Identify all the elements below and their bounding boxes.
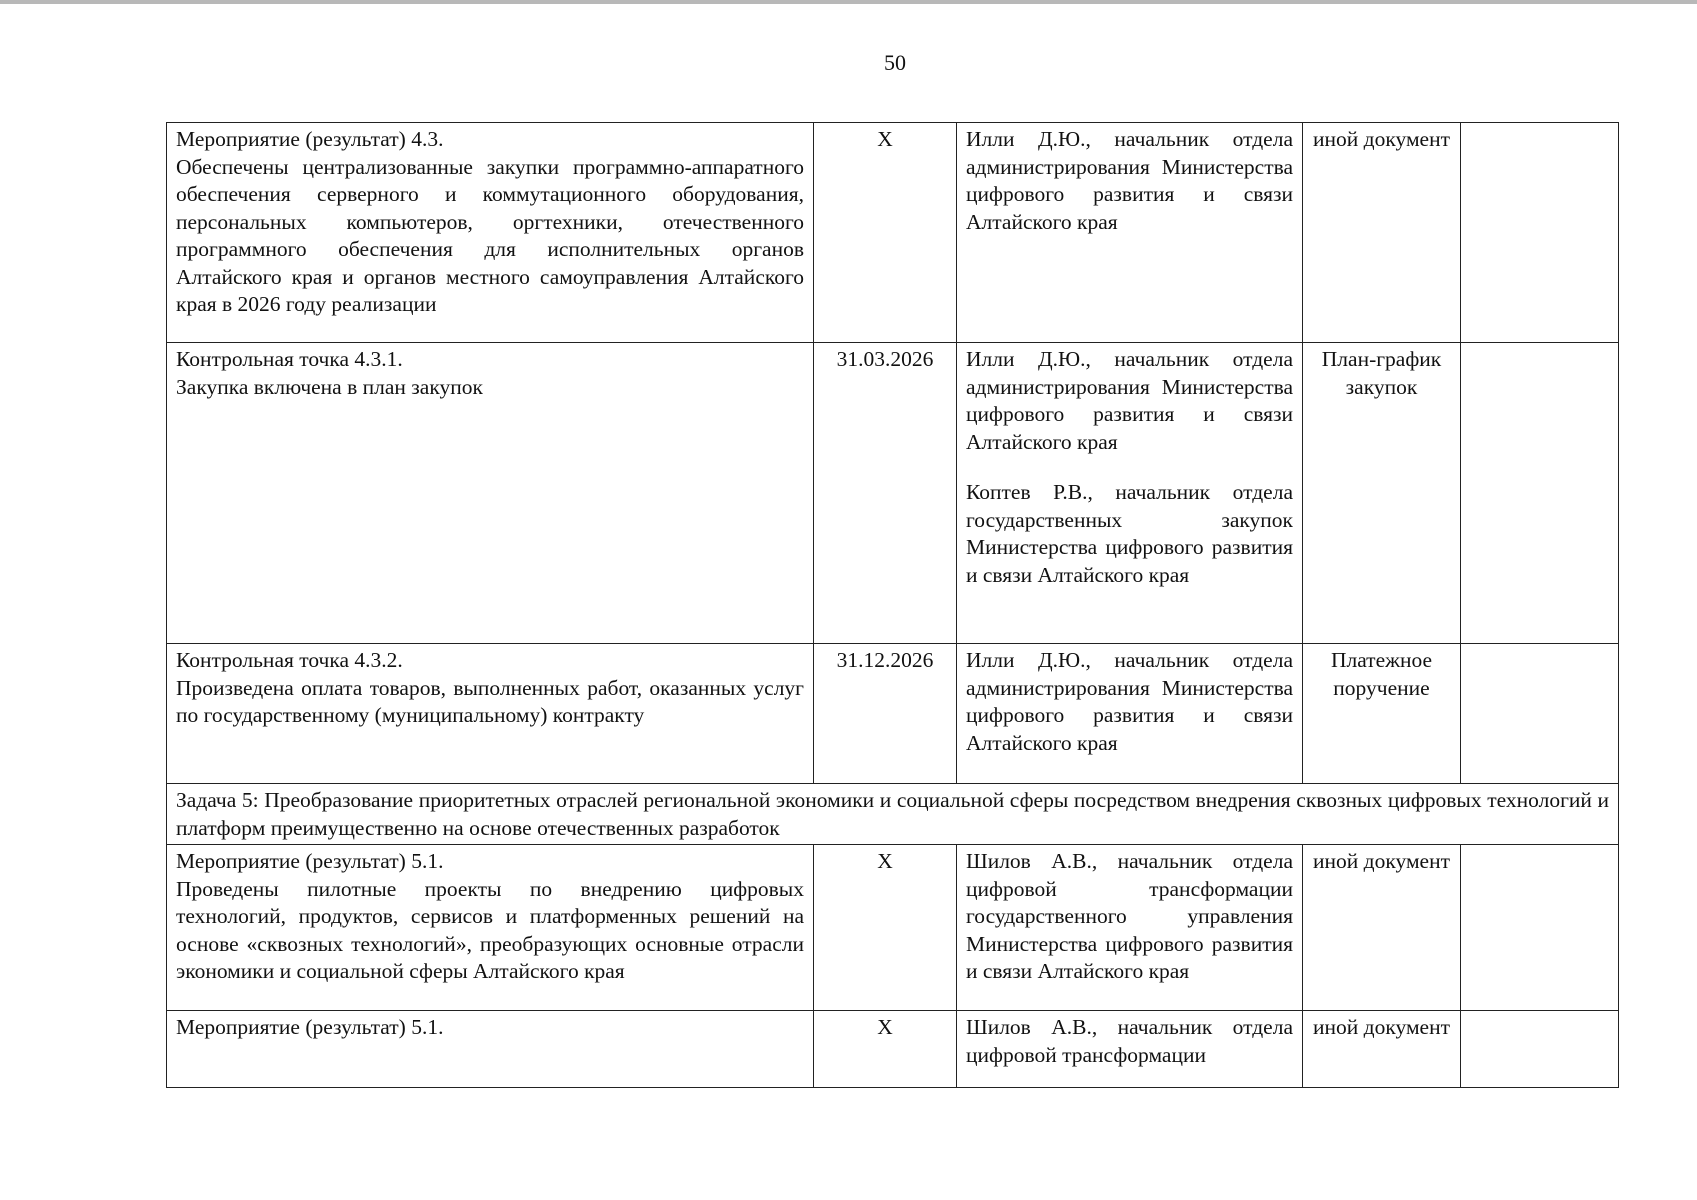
task-row (167, 784, 1619, 845)
empty-cell (1461, 123, 1619, 343)
table-row (167, 644, 1619, 784)
task-heading: Задача 5: Преобразование приоритетных отраслей региональной экономики и социальной сферы посредством внедрения сквозных цифровых технологий и платформ преимущественно на основе отечественных разработок (167, 784, 1619, 845)
responsible-cell (957, 343, 1303, 644)
deadline-cell: Х (814, 123, 957, 343)
responsible-person: Илли Д.Ю., начальник отдела администрирования Министерства цифрового развития и связи Алтайского края (966, 347, 1293, 454)
document-type-cell: План-график закупок (1303, 343, 1461, 644)
empty-cell (1461, 1011, 1619, 1088)
checkpoint-description: Произведена оплата товаров, выполненных работ, оказанных услуг по государственному (муниципальному) контракту (176, 675, 804, 727)
document-type-cell: иной документ (1303, 1011, 1461, 1088)
deadline-cell: Х (814, 845, 957, 1011)
responsible-cell (957, 1011, 1303, 1088)
table-row (167, 343, 1619, 644)
deadline-cell: 31.03.2026 (814, 343, 957, 644)
activity-title: Мероприятие (результат) 5.1. (176, 1015, 444, 1039)
empty-cell (1461, 644, 1619, 784)
activity-cell (167, 845, 814, 1011)
activity-title: Мероприятие (результат) 4.3. (176, 127, 444, 151)
table-row (167, 1011, 1619, 1088)
document-type-cell: иной документ (1303, 123, 1461, 343)
table-row (167, 845, 1619, 1011)
plan-table (166, 122, 1619, 1088)
responsible-cell (957, 123, 1303, 343)
empty-cell (1461, 845, 1619, 1011)
responsible-person: Шилов А.В., начальник отдела цифровой трансформации государственного управления Министерства цифрового развития и связи Алтайского края (966, 849, 1293, 983)
checkpoint-title: Контрольная точка 4.3.1. (176, 347, 403, 371)
responsible-person: Шилов А.В., начальник отдела цифровой трансформации (966, 1015, 1293, 1067)
activity-cell (167, 123, 814, 343)
deadline-cell: 31.12.2026 (814, 644, 957, 784)
responsible-cell (957, 845, 1303, 1011)
checkpoint-cell (167, 343, 814, 644)
document-type-cell: Платежное поручение (1303, 644, 1461, 784)
table-row (167, 123, 1619, 343)
checkpoint-title: Контрольная точка 4.3.2. (176, 648, 403, 672)
activity-title: Мероприятие (результат) 5.1. (176, 849, 444, 873)
activity-cell (167, 1011, 814, 1088)
empty-cell (1461, 343, 1619, 644)
page-top-edge (0, 0, 1697, 4)
document-type-cell: иной документ (1303, 845, 1461, 1011)
responsible-person: Илли Д.Ю., начальник отдела администрирования Министерства цифрового развития и связи Алтайского края (966, 648, 1293, 755)
deadline-cell: Х (814, 1011, 957, 1088)
spacer (966, 456, 1293, 479)
page-number: 50 (884, 50, 906, 75)
activity-description: Обеспечены централизованные закупки программно-аппаратного обеспечения серверного и коммутационного оборудования, персональных компьютеров, оргтехники, отечественного программного обеспечения для исполнительных органов Алтайского края и органов местного самоуправления Алтайского края в 2026 году реализации (176, 154, 804, 316)
checkpoint-description: Закупка включена в план закупок (176, 374, 483, 399)
responsible-cell (957, 644, 1303, 784)
responsible-person: Илли Д.Ю., начальник отдела администрирования Министерства цифрового развития и связи Алтайского края (966, 127, 1293, 234)
activity-description: Проведены пилотные проекты по внедрению цифровых технологий, продуктов, сервисов и платформенных решений на основе «сквозных технологий», преобразующих основные отрасли экономики и социальной сферы Алтайского края (176, 876, 804, 983)
responsible-person: Коптев Р.В., начальник отдела государственных закупок Министерства цифрового развития и связи Алтайского края (966, 480, 1293, 587)
checkpoint-cell (167, 644, 814, 784)
